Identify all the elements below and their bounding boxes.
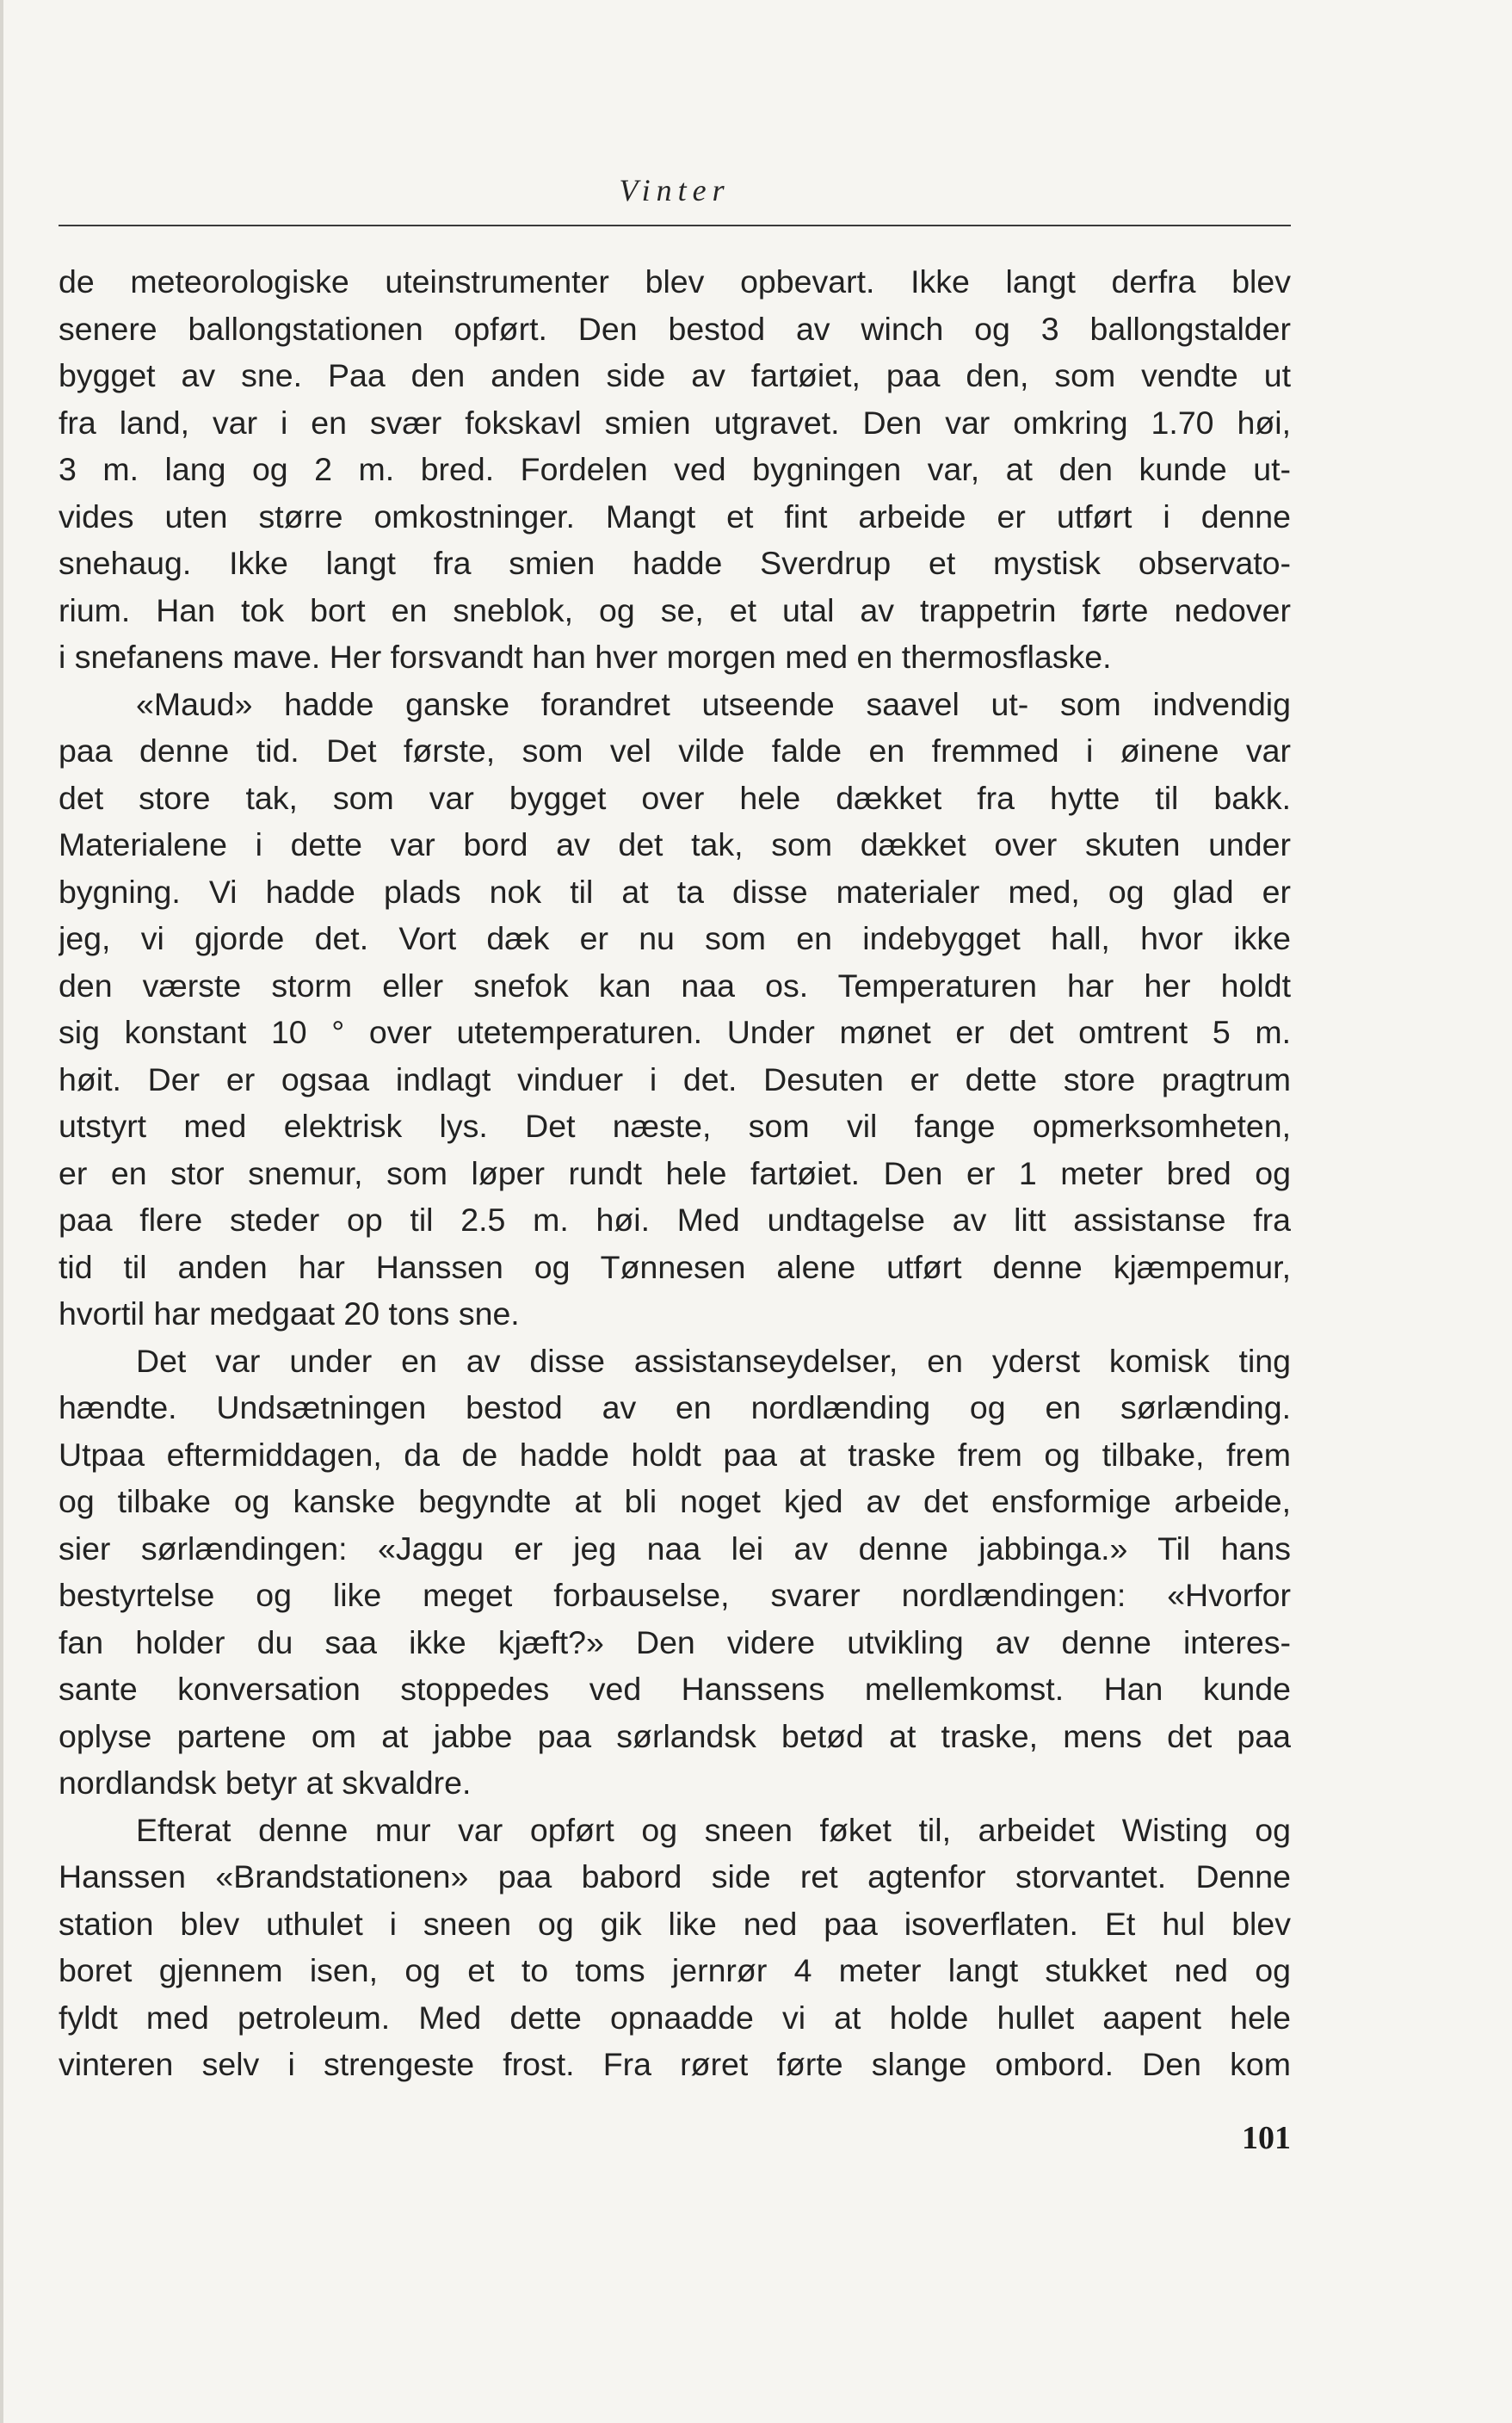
text-line: nordlandsk betyr at skvaldre. — [59, 1765, 472, 1801]
page-number: 101 — [1242, 2120, 1291, 2156]
text-line: høit. Der er ogsaa indlagt vinduer i det. Desuten er dette store pragtrum — [59, 1060, 1291, 1097]
text-line: vides uten større omkostninger. Mangt et fint arbeide er utført i denne — [59, 498, 1291, 535]
text-line: Utpaa eftermiddagen, da de hadde holdt paa at traske frem og tilbake, frem — [59, 1436, 1291, 1473]
text-line: vinteren selv i strengeste frost. Fra røret førte slange ombord. Den kom — [59, 2046, 1291, 2082]
text-line: i snefanens mave. Her forsvandt han hver morgen med en thermosflaske. — [59, 639, 1112, 675]
text-line: Materialene i dette var bord av det tak, som dækket over skuten under — [59, 826, 1291, 862]
text-line: Hanssen «Brandstationen» paa babord side ret agtenfor storvantet. Denne — [59, 1858, 1291, 1895]
text-line: de meteorologiske uteinstrumenter blev opbevart. Ikke langt derfra blev — [59, 263, 1291, 300]
text-line: sig konstant 10 ° over utetemperaturen. Under mønet er det omtrent 5 m. — [59, 1014, 1291, 1050]
paragraph-first-line: Det var under en av disse assistanseydelser, en yderst komisk ting — [136, 1342, 1291, 1379]
text-line: den værste storm eller snefok kan naa os. Temperaturen har her holdt — [59, 967, 1291, 1004]
text-line: sante konversation stoppedes ved Hanssens mellemkomst. Han kunde — [59, 1671, 1291, 1707]
paragraph-first-line: Efterat denne mur var opført og sneen føket til, arbeidet Wisting og — [136, 1811, 1291, 1848]
text-line: oplyse partene om at jabbe paa sørlandsk betød at traske, mens det paa — [59, 1717, 1291, 1754]
body-text — [59, 258, 1291, 2088]
paragraph-first-line: «Maud» hadde ganske forandret utseende saavel ut- som indvendig — [136, 685, 1291, 722]
text-line: bygget av sne. Paa den anden side av fartøiet, paa den, som vendte ut — [59, 357, 1291, 393]
text-line: boret gjennem isen, og et to toms jernrør 4 meter langt stukket ned og — [59, 1952, 1291, 1988]
text-line: sier sørlændingen: «Jaggu er jeg naa lei av denne jabbinga.» Til hans — [59, 1530, 1291, 1567]
text-line: fra land, var i en svær fokskavl smien utgravet. Den var omkring 1.70 høi, — [59, 404, 1291, 441]
text-line: utstyrt med elektrisk lys. Det næste, som vil fange opmerksomheten, — [59, 1108, 1291, 1144]
text-line: det store tak, som var bygget over hele dækket fra hytte til bakk. — [59, 779, 1291, 816]
text-line: bygning. Vi hadde plads nok til at ta disse materialer med, og glad er — [59, 873, 1291, 910]
text-line: og tilbake og kanske begyndte at bli noget kjed av det ensformige arbeide, — [59, 1483, 1291, 1519]
text-line: hændte. Undsætningen bestod av en nordlænding og en sørlænding. — [59, 1389, 1291, 1425]
text-line: er en stor snemur, som løper rundt hele fartøiet. Den er 1 meter bred og — [59, 1154, 1291, 1191]
text-line: 3 m. lang og 2 m. bred. Fordelen ved bygningen var, at den kunde ut- — [59, 451, 1291, 487]
text-line: hvortil har medgaat 20 tons sne. — [59, 1295, 520, 1332]
text-line: tid til anden har Hanssen og Tønnesen alene utført denne kjæmpemur, — [59, 1248, 1291, 1285]
text-line: fyldt med petroleum. Med dette opnaadde vi at holde hullet aapent hele — [59, 1999, 1291, 2036]
running-head: Vinter — [619, 173, 731, 207]
page-edge — [0, 0, 3, 2423]
text-line: paa denne tid. Det første, som vel vilde falde en fremmed i øinene var — [59, 732, 1291, 769]
text-line: fan holder du saa ikke kjæft?» Den videre utvikling av denne interes- — [59, 1623, 1291, 1660]
text-line: snehaug. Ikke langt fra smien hadde Sverdrup et mystisk observato- — [59, 545, 1291, 581]
text-line: paa flere steder op til 2.5 m. høi. Med undtagelse av litt assistanse fra — [59, 1202, 1291, 1238]
text-line: jeg, vi gjorde det. Vort dæk er nu som en indebygget hall, hvor ikke — [59, 920, 1291, 956]
text-line: station blev uthulet i sneen og gik like ned paa isoverflaten. Et hul blev — [59, 1905, 1291, 1942]
text-line: bestyrtelse og like meget forbauselse, svarer nordlændingen: «Hvorfor — [59, 1577, 1291, 1613]
header-rule — [59, 225, 1291, 226]
text-line: rium. Han tok bort en sneblok, og se, et utal av trappetrin førte nedover — [59, 591, 1291, 628]
text-line: senere ballongstationen opført. Den bestod av winch og 3 ballongstalder — [59, 310, 1291, 347]
